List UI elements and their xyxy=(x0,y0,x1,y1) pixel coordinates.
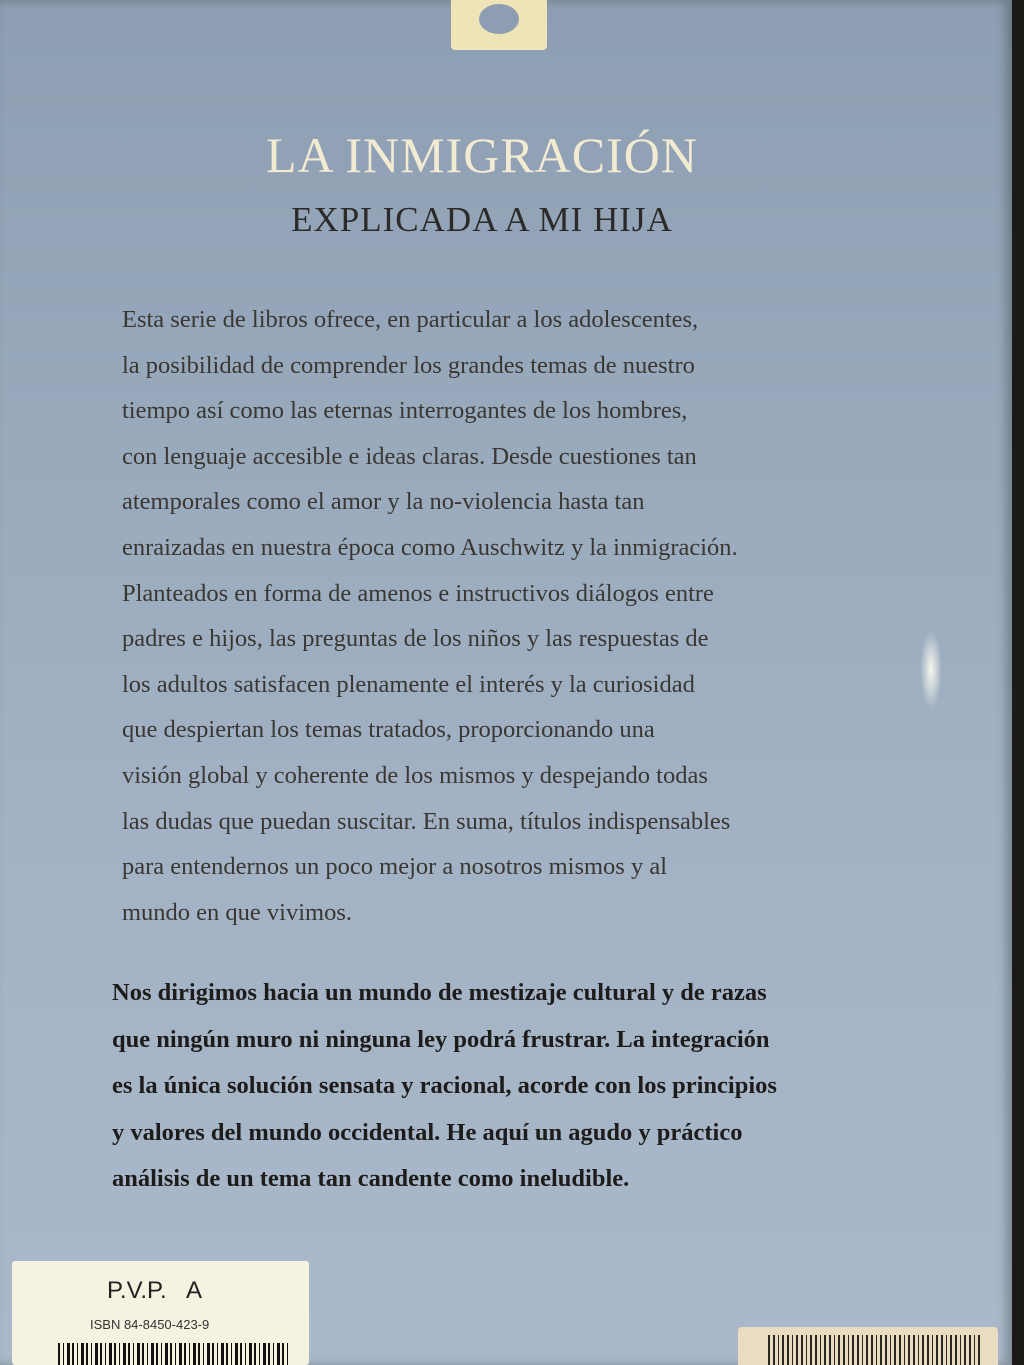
blurb-line: es la única solución sensata y racional, acorde con los principios xyxy=(112,1072,777,1099)
light-glare xyxy=(920,630,942,710)
description-line: con lenguaje accesible e ideas claras. Desde cuestiones tan xyxy=(122,442,697,470)
sticker-barcode xyxy=(768,1335,980,1365)
description-line: las dudas que puedan suscitar. En suma, títulos indispensables xyxy=(122,807,731,835)
description-line: la posibilidad de comprender los grandes temas de nuestro xyxy=(122,351,695,379)
description-line: padres e hijos, las preguntas de los niños y las respuestas de xyxy=(122,625,709,653)
blurb-line: análisis de un tema tan candente como ineludible. xyxy=(112,1165,630,1192)
library-sticker xyxy=(738,1327,998,1365)
description-line: atemporales como el amor y la no-violencia hasta tan xyxy=(122,488,645,516)
description-line: para entendernos un poco mejor a nosotros mismos y al xyxy=(122,853,668,881)
description-line: tiempo así como las eternas interrogantes de los hombres, xyxy=(122,397,688,425)
description-line: Planteados en forma de amenos e instructivos diálogos entre xyxy=(122,579,714,607)
blurb-line: que ningún muro ni ninguna ley podrá frustrar. La integración xyxy=(112,1025,770,1053)
book-title: LA INMIGRACIÓN xyxy=(265,127,699,183)
description-line: Esta serie de libros ofrece, en particular a los adolescentes, xyxy=(122,306,699,333)
publisher-logo xyxy=(451,0,547,50)
price-label xyxy=(12,1261,309,1365)
blurb-line: y valores del mundo occidental. He aquí un agudo y práctico xyxy=(112,1118,743,1146)
description-line: que despiertan los temas tratados, proporcionando una xyxy=(122,716,655,744)
book-subtitle: EXPLICADA A MI HIJA xyxy=(291,200,673,239)
isbn-number: ISBN 84-8450-423-9 xyxy=(90,1317,210,1332)
price-code: P.V.P. A xyxy=(107,1277,202,1304)
barcode xyxy=(58,1343,288,1365)
logo-mark-icon xyxy=(479,4,519,34)
book-blurb xyxy=(112,970,842,1203)
description-line: visión global y coherente de los mismos y despejando todas xyxy=(122,761,708,789)
series-description xyxy=(122,297,842,935)
description-line: los adultos satisfacen plenamente el interés y la curiosidad xyxy=(122,670,695,698)
description-line: enraizadas en nuestra época como Auschwitz y la inmigración. xyxy=(122,533,738,561)
description-line: mundo en que vivimos. xyxy=(122,898,353,926)
blurb-line: Nos dirigimos hacia un mundo de mestizaje cultural y de razas xyxy=(112,979,767,1006)
